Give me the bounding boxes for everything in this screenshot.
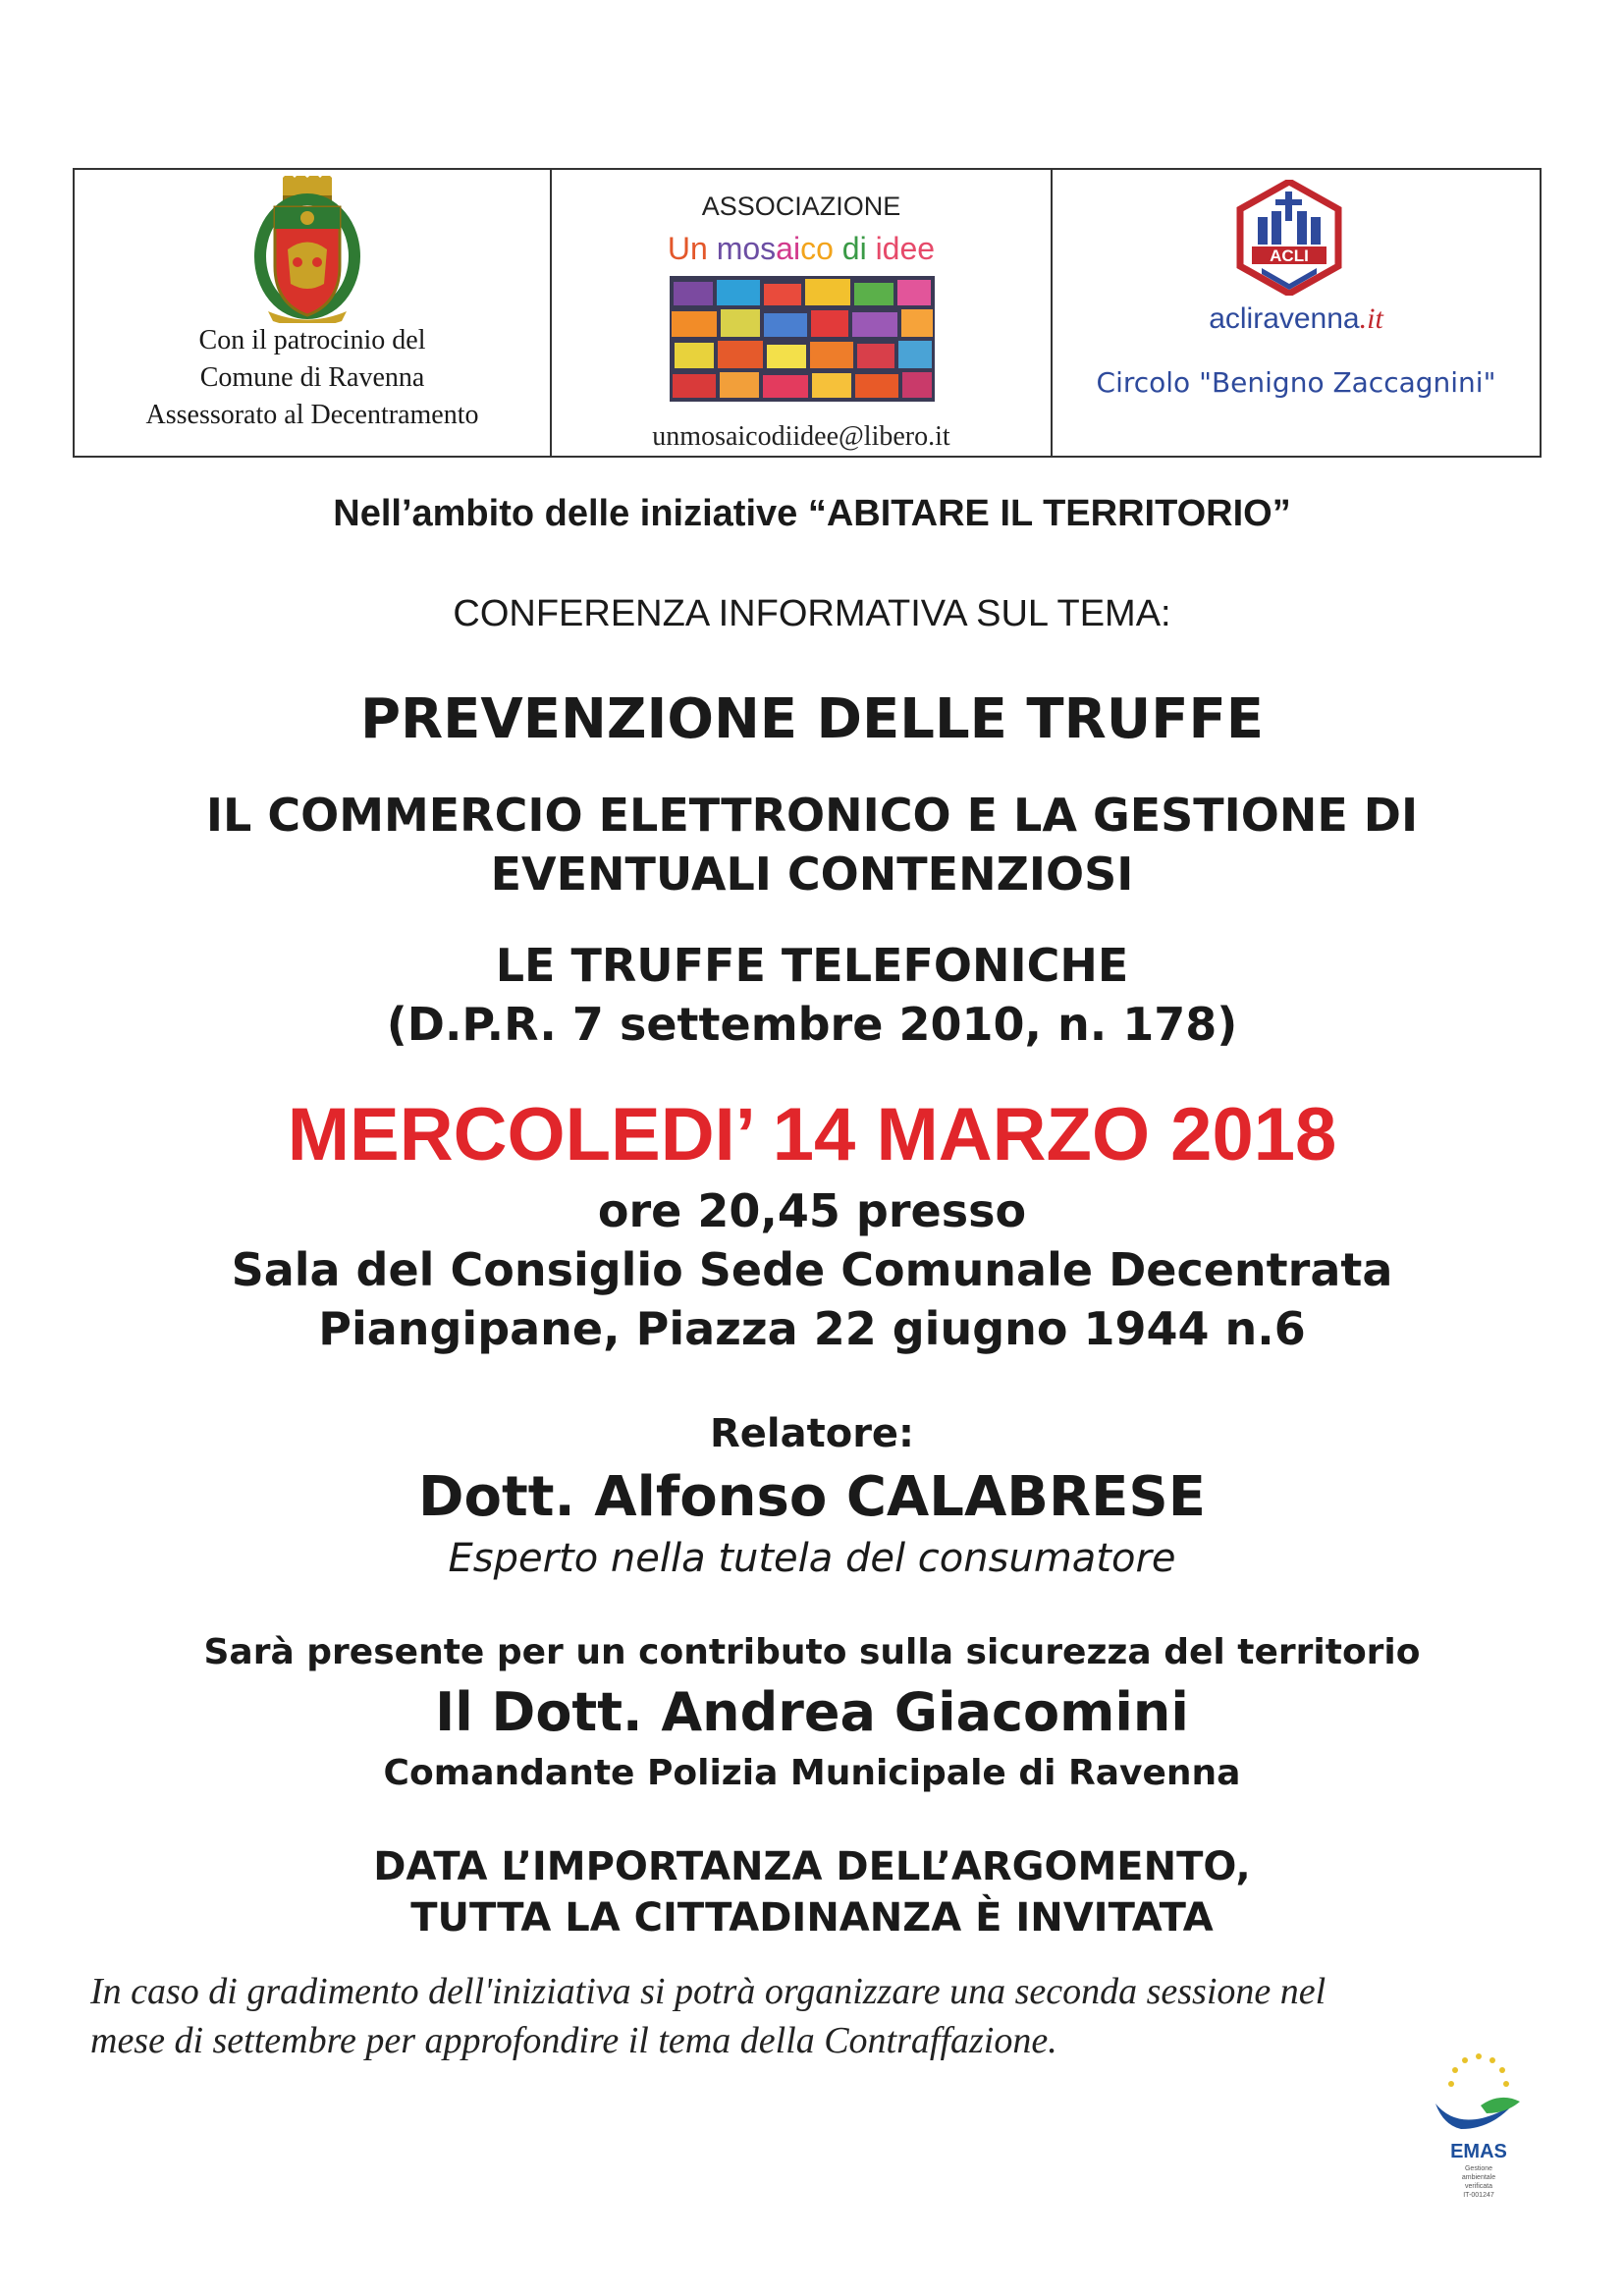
emas-sub-line: IT-001247 xyxy=(1463,2192,1494,2199)
patron-line-3: Assessorato al Decentramento xyxy=(145,400,479,430)
acli-logo-text: ACLI xyxy=(1270,246,1309,265)
closing-line-2: mese di settembre per approfondire il tema della Contraffazione. xyxy=(90,2020,1057,2061)
event-venue: Sala del Consiglio Sede Comunale Decentrata xyxy=(231,1243,1393,1296)
phone-scam-title: LE TRUFFE TELEFONICHE xyxy=(495,939,1129,992)
mosaic-tiles-image xyxy=(670,276,935,402)
association-label: ASSOCIAZIONE xyxy=(701,191,901,221)
main-title: PREVENZIONE DELLE TRUFFE xyxy=(360,687,1264,751)
ravenna-coat-of-arms-icon xyxy=(253,176,361,323)
association-cell xyxy=(552,170,1053,456)
invite-line-2: TUTTA LA CITTADINANZA È INVITATA xyxy=(410,1895,1214,1941)
association-name-part: idee xyxy=(875,231,936,266)
emas-logo xyxy=(1422,2045,1536,2202)
event-time: ore 20,45 presso xyxy=(597,1184,1027,1237)
closing-line-1: In caso di gradimento dell'iniziativa si potrà organizzare una seconda sessione nel xyxy=(90,1971,1326,2012)
association-name-part: mos xyxy=(716,231,777,266)
association-email: unmosaicodiidee@libero.it xyxy=(652,421,950,452)
event-date: MERCOLEDI’ 14 MARZO 2018 xyxy=(287,1093,1337,1176)
conference-label: CONFERENZA INFORMATIVA SUL TEMA: xyxy=(453,593,1171,634)
guest-role: Comandante Polizia Municipale di Ravenna xyxy=(383,1753,1241,1793)
guest-intro: Sarà presente per un contributo sulla sicurezza del territorio xyxy=(203,1632,1421,1672)
acli-website xyxy=(1053,302,1540,336)
phone-scam-law: (D.P.R. 7 settembre 2010, n. 178) xyxy=(386,998,1238,1051)
acli-cell xyxy=(1053,170,1540,456)
guest-name: Il Dott. Andrea Giacomini xyxy=(435,1681,1189,1743)
speaker-label: Relatore: xyxy=(709,1411,915,1456)
association-name-part: Un xyxy=(667,231,717,266)
intro-line: Nell’ambito delle iniziative “ABITARE IL TERRITORIO” xyxy=(333,493,1291,534)
patron-line-1: Con il patrocinio del xyxy=(198,325,426,355)
closing-note xyxy=(90,1967,1543,2065)
acli-circle-name: Circolo "Benigno Zaccagnini" xyxy=(1096,366,1496,399)
patron-text xyxy=(75,322,550,434)
association-name-part: di xyxy=(841,231,876,266)
emas-sub-line: verificata xyxy=(1464,2183,1492,2190)
acli-logo-icon xyxy=(1232,180,1346,296)
patron-cell xyxy=(75,170,552,456)
subtitle-line-2: EVENTUALI CONTENZIOSI xyxy=(490,847,1134,901)
patron-line-2: Comune di Ravenna xyxy=(199,362,425,393)
invite-line-1: DATA L’IMPORTANZA DELL’ARGOMENTO, xyxy=(373,1844,1251,1889)
emas-label: EMAS xyxy=(1450,2141,1507,2162)
speaker-name: Dott. Alfonso CALABRESE xyxy=(418,1465,1206,1529)
speaker-role: Esperto nella tutela del consumatore xyxy=(448,1536,1176,1581)
emas-sub-line: ambientale xyxy=(1461,2174,1496,2181)
association-name-part: co xyxy=(800,231,842,266)
event-address: Piangipane, Piazza 22 giugno 1944 n.6 xyxy=(318,1302,1306,1355)
emas-stars-wave-icon xyxy=(1422,2045,1536,2141)
acli-website-name: acliravenna xyxy=(1209,302,1360,335)
association-name xyxy=(552,231,1051,267)
association-name-part: ai xyxy=(776,231,801,266)
subtitle-line-1: IL COMMERCIO ELETTRONICO E LA GESTIONE DI xyxy=(205,789,1419,842)
acli-website-tld: .it xyxy=(1359,302,1383,335)
emas-sub-line: Gestione xyxy=(1464,2165,1493,2172)
sponsor-header xyxy=(73,168,1542,458)
